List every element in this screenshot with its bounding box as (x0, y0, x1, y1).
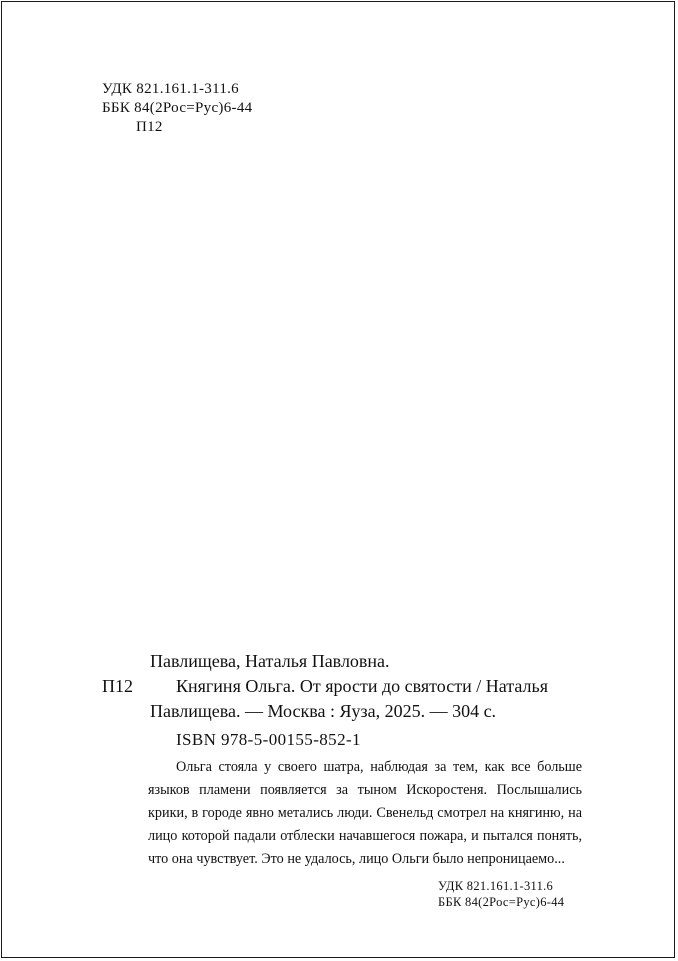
author-code: П12 (136, 119, 163, 135)
annotation-text: Ольга стояла у своего шатра, наблюдая за тем, как все больше языков пламени появляется за тыном Искоростеня. Послышались крики, в городе явно метались люди. Свенельд смотрел на княгиню, на лицо которой падали отблески начавшегося пожара, и пытался понять, что она чувствует. Это не удалось, лицо Ольги было непроницаемо... (148, 759, 582, 867)
isbn: ISBN 978-5-00155-852-1 (176, 730, 361, 749)
imprint-line: Павлищева. — Москва : Яуза, 2025. — 304 с. (150, 701, 497, 721)
udk-code: УДК 821.161.1-311.6 (102, 81, 239, 97)
catalog-author-code: П12 (102, 676, 133, 696)
imprint-page (1, 1, 675, 958)
author-heading: Павлищева, Наталья Павловна. (150, 651, 390, 671)
annotation (148, 756, 582, 871)
title-line: Княгиня Ольга. От ярости до святости / Наталья (176, 676, 548, 696)
footer-udk-code: УДК 821.161.1-311.6 (438, 879, 554, 893)
bbk-code: ББК 84(2Рос=Рус)6-44 (102, 100, 253, 116)
classification-header (102, 80, 252, 137)
classification-footer (438, 878, 564, 910)
footer-bbk-code: ББК 84(2Рос=Рус)6-44 (438, 895, 565, 909)
